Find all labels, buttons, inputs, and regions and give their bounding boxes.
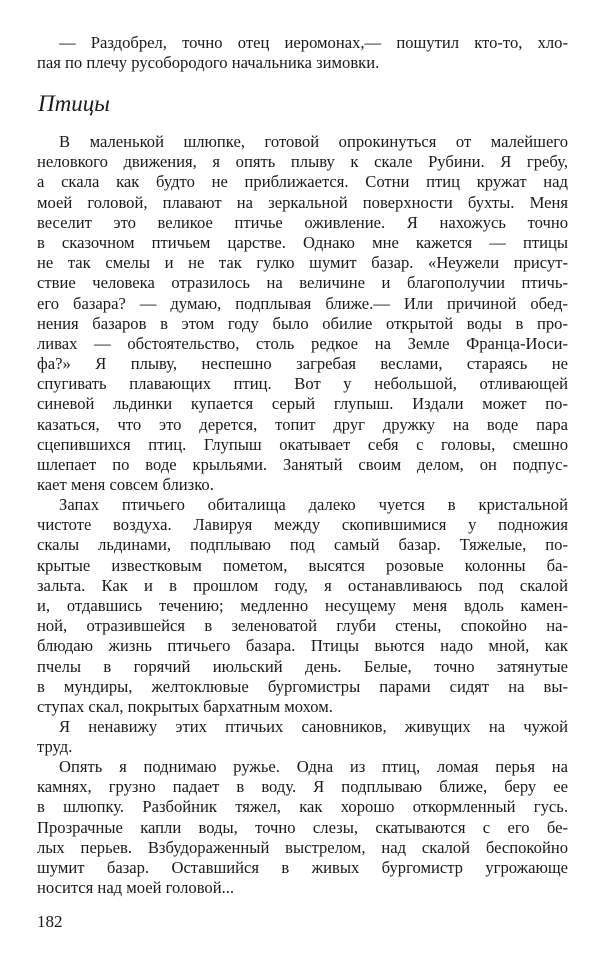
text-line: ливах — обстоятельство, столь редкое на Земле Франца-Иоси- <box>37 333 568 353</box>
text-line: блюдаю жизнь птичьего базара. Птицы вьются надо мной, как <box>37 636 568 656</box>
text-line: синевой льдинки купается серый глупыш. Издали может по- <box>37 394 568 414</box>
text-line: кает меня совсем близко. <box>37 475 214 495</box>
text-line: пая по плечу русобородого начальника зимовки. <box>37 53 380 73</box>
text-line: в мундиры, желтоклювые бургомистры парами сидят на вы- <box>37 676 568 696</box>
text-line: в шлюпку. Разбойник тяжел, как хорошо откормленный гусь. <box>37 797 568 817</box>
text-line: В маленькой шлюпке, готовой опрокинуться от малейшего <box>59 132 568 151</box>
paragraph <box>37 717 568 757</box>
text-line: скалы льдинами, подплываю под самый базар. Тяжелые, по- <box>37 535 568 555</box>
text-line: шлепает по воде крыльями. Занятый своим делом, он подпус- <box>37 455 568 474</box>
text-line: ступах скал, покрытых бархатным мохом. <box>37 696 333 716</box>
section-heading: Птицы <box>38 91 110 116</box>
text-line: сцепившихся птиц. Глупыш окатывает себя с головы, смешно <box>37 434 568 454</box>
text-line: неловкого движения, я опять плыву к скале Рубини. Я гребу, <box>37 152 568 172</box>
text-line: лых перьев. Взбудораженный выстрелом, над скалой беспокойно <box>37 837 568 857</box>
text-line: моей головой, плавают на зеркальной поверхности бухты. Меня <box>37 192 568 212</box>
page-number: 182 <box>37 912 63 931</box>
text-line: Прозрачные капли воды, точно слезы, скатываются с его бе- <box>37 817 568 837</box>
text-line: шумит базар. Оставшийся в живых бургомистр угрожающе <box>37 857 568 877</box>
text-line: — Раздобрел, точно отец иеромонах,— пошутил кто-то, хло- <box>59 33 568 52</box>
text-line: камнях, грузно падает в воду. Я подплываю ближе, беру ее <box>37 777 568 797</box>
text-line: носится над моей головой... <box>37 878 235 898</box>
paragraph <box>37 495 568 717</box>
text-line: Опять я поднимаю ружье. Одна из птиц, ломая перья на <box>59 757 568 776</box>
text-line: в сказочном птичьем царстве. Однако мне кажется — птицы <box>37 232 568 252</box>
text-line: зальта. Как и в прошлом году, я останавливаюсь под скалой <box>37 575 568 595</box>
text-line: ствие человека отразилось на величине и благополучии птичь- <box>37 273 568 293</box>
text-line: труд. <box>37 737 73 757</box>
text-line: его базара? — думаю, подплывая ближе.— Или причиной обед- <box>37 293 568 313</box>
paragraph <box>37 757 568 898</box>
text-line: Я ненавижу этих птичьих сановников, живущих на чужой <box>59 717 568 736</box>
text-line: крытые известковым пометом, высятся розовые колонны ба- <box>37 555 568 575</box>
text-line: не так смелы и не так гулко шумит базар. «Неужели присут- <box>37 253 568 273</box>
text-line: спугивать плавающих птиц. Вот у небольшой, отливающей <box>37 374 568 394</box>
text-line: чистоте воздуха. Лавируя между скопившимися у подножия <box>37 515 568 535</box>
text-line: казаться, что это дерется, топит друг дружку на воде пара <box>37 414 568 434</box>
text-line: пчелы в горячий июльский день. Белые, точно затянутые <box>37 656 568 676</box>
text-line: а скала как будто не приближается. Сотни птиц кружат над <box>37 172 568 192</box>
text-line: Запах птичьего обиталища далеко чуется в кристальной <box>59 495 568 514</box>
intro-paragraph <box>37 33 568 73</box>
text-line: ной, отразившейся в зеленоватой глуби стены, спокойно на- <box>37 616 568 636</box>
text-line: веселит это великое птичье оживление. Я нахожусь точно <box>37 212 568 232</box>
text-line: фа?» Я плыву, неспешно загребая веслами, стараясь не <box>37 354 568 374</box>
text-line: нения базаров в этом году было обилие открытой воды в про- <box>37 313 568 333</box>
paragraph <box>37 132 568 495</box>
text-line: и, отдавшись течению; медленно несущему меня вдоль камен- <box>37 595 568 615</box>
